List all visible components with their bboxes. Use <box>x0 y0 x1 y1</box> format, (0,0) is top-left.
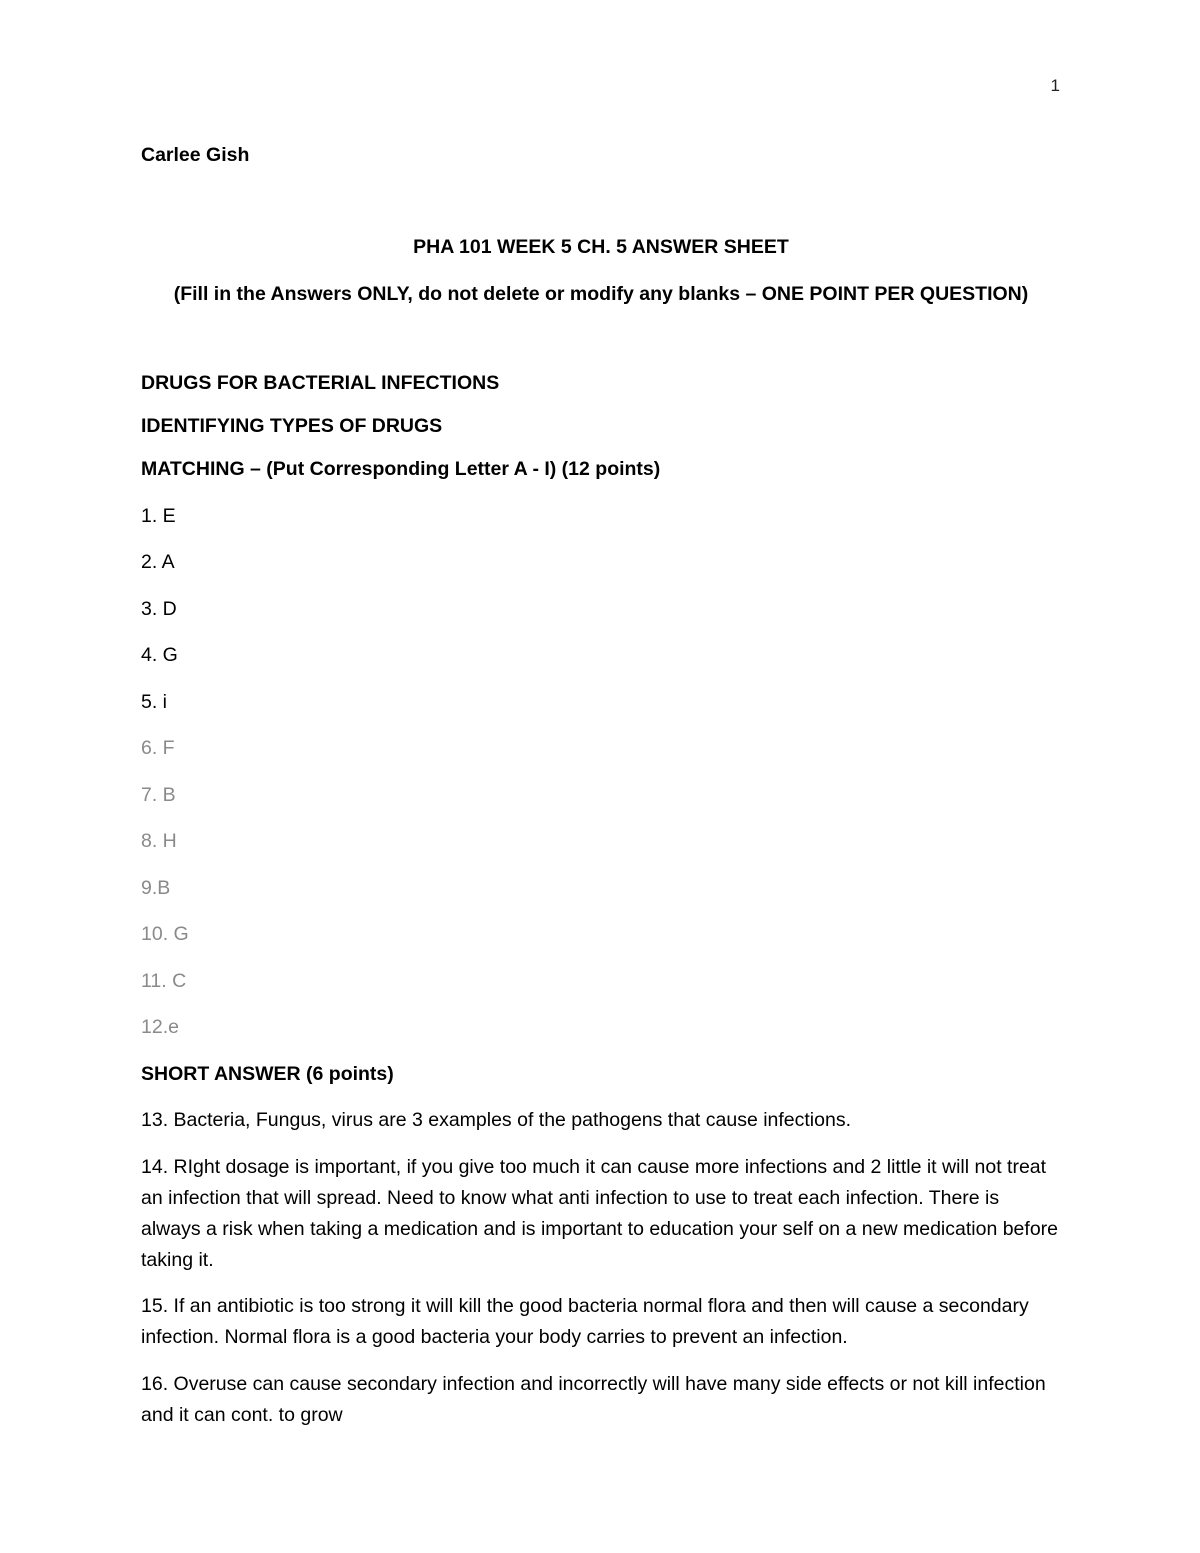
section-heading: DRUGS FOR BACTERIAL INFECTIONS <box>141 372 500 394</box>
matching-answer-list <box>141 501 1061 1044</box>
matching-answer: 1. E <box>141 504 176 527</box>
short-answer: 16. Overuse can cause secondary infection and incorrectly will have many side effects or not kill infection and it can cont. to grow <box>141 1372 1046 1426</box>
matching-answer: 7. B <box>141 783 176 806</box>
matching-answer: 11. C <box>141 969 187 992</box>
matching-answer: 3. D <box>141 597 177 620</box>
title-block <box>141 232 1061 310</box>
page-number: 1 <box>1050 76 1060 95</box>
matching-answer: 12.e <box>141 1016 179 1038</box>
matching-answer: 6. F <box>141 737 175 759</box>
matching-heading: MATCHING – (Put Corresponding Letter A - I) (12 points) <box>141 458 661 480</box>
short-answer: 13. Bacteria, Fungus, virus are 3 examples of the pathogens that cause infections. <box>141 1109 851 1131</box>
matching-answer: 9.B <box>141 876 171 899</box>
short-answer-heading: SHORT ANSWER (6 points) <box>141 1062 394 1085</box>
document-instructions: (Fill in the Answers ONLY, do not delete or modify any blanks – ONE POINT PER QUESTION) <box>173 283 1029 305</box>
matching-answer: 8. H <box>141 830 177 852</box>
document-title: PHA 101 WEEK 5 CH. 5 ANSWER SHEET <box>413 236 789 258</box>
matching-answer: 2. A <box>141 551 175 573</box>
short-answer: 14. RIght dosage is important, if you give too much it can cause more infections and 2 little it will not treat an infection that will spread. Need to know what anti infection to use to treat each infection. There is always a risk when taking a medication and is important to education your self on a new medication before taking it. <box>141 1155 1059 1271</box>
matching-answer: 10. G <box>141 923 189 945</box>
author-name: Carlee Gish <box>141 144 250 166</box>
subsection-heading: IDENTIFYING TYPES OF DRUGS <box>141 415 443 437</box>
matching-answer: 5. i <box>141 690 168 713</box>
short-answer-list <box>141 1105 1061 1431</box>
answers-section <box>141 368 1061 1446</box>
matching-answer: 4. G <box>141 644 178 666</box>
short-answer: 15. If an antibiotic is too strong it will kill the good bacteria normal flora and then will cause a secondary infection. Normal flora is a good bacteria your body carries to prevent an infection. <box>141 1295 1029 1348</box>
